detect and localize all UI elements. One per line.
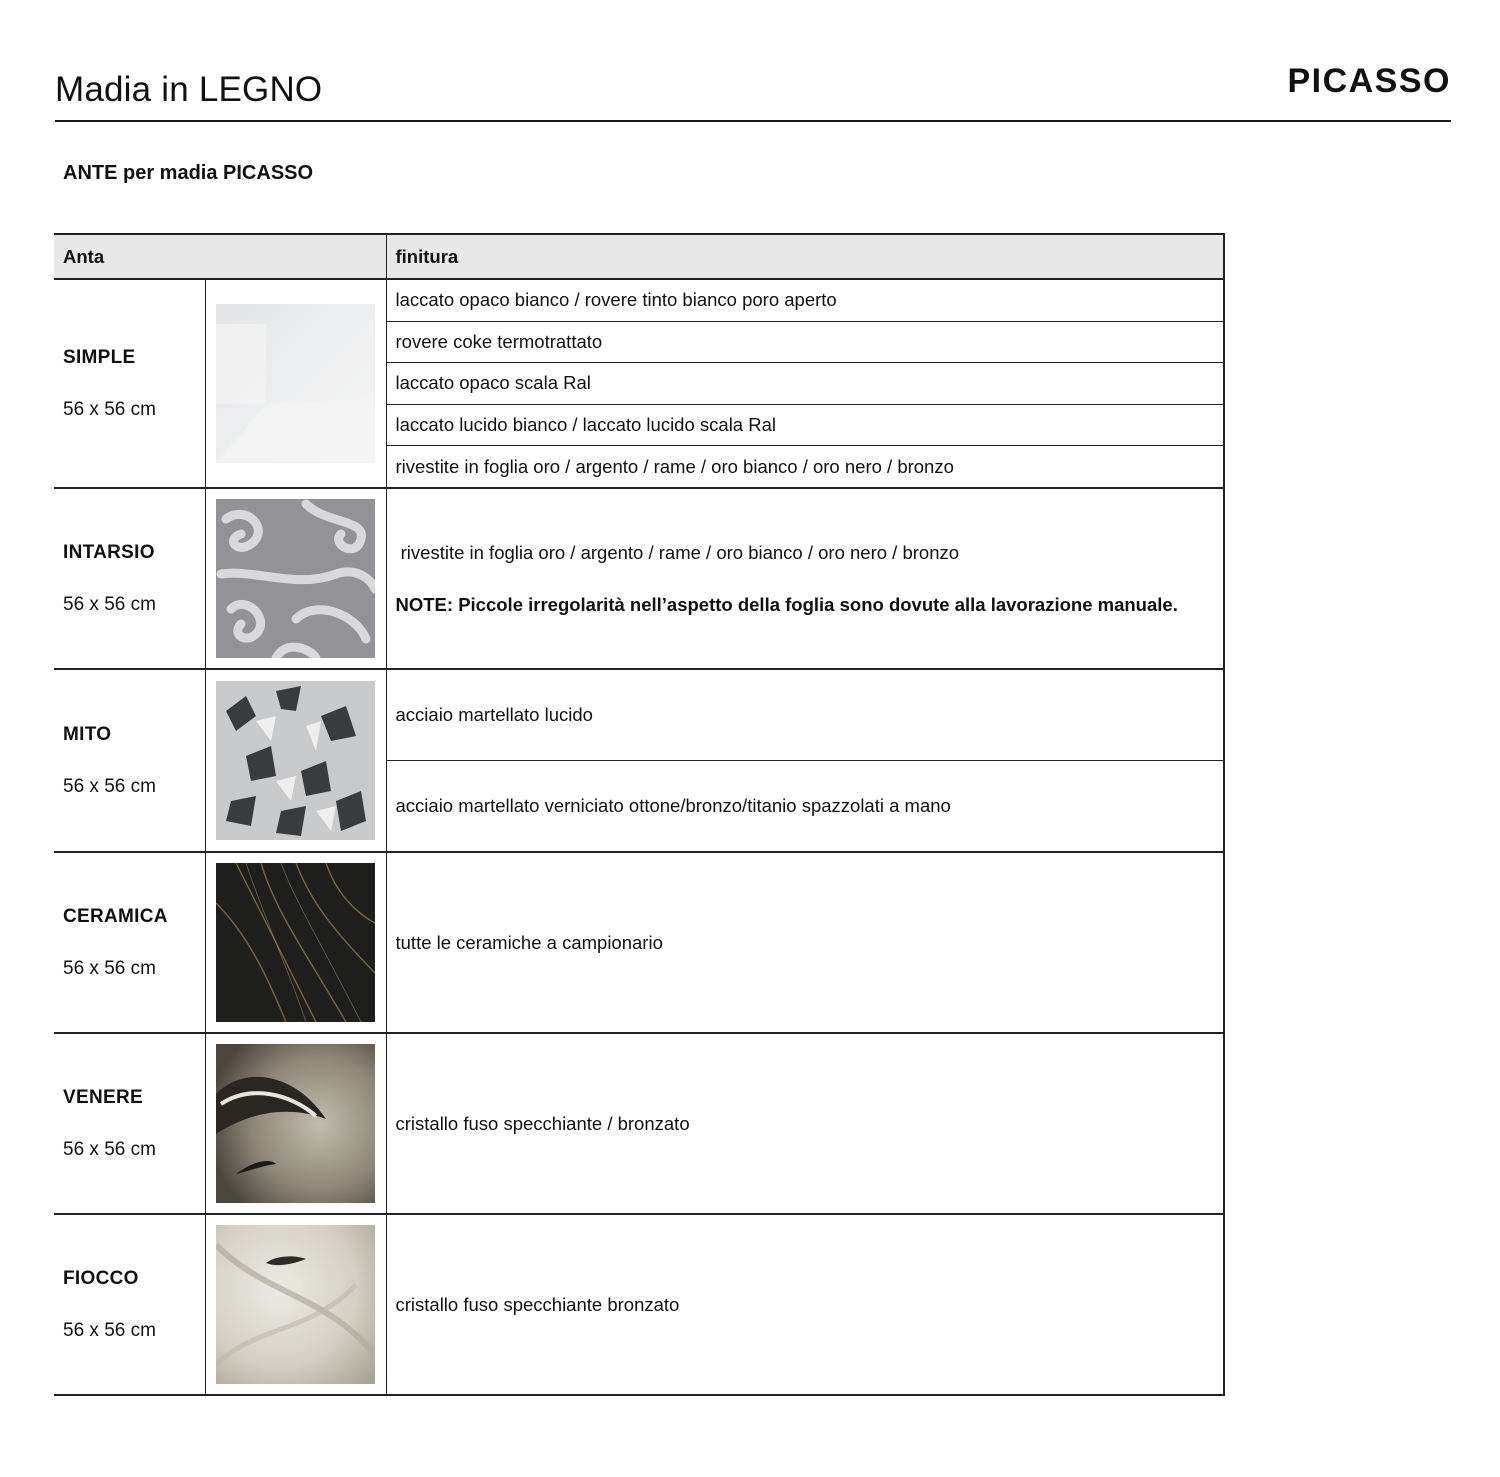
table-row [54, 279, 1224, 488]
header-anta: Anta [54, 234, 386, 279]
finish-cell [386, 1033, 1224, 1214]
finish-item: cristallo fuso specchiante / bronzato [395, 1112, 690, 1134]
fused-glass-bronze-swatch [216, 1225, 375, 1384]
table-row [54, 852, 1224, 1033]
product-name: SIMPLE [63, 346, 136, 368]
product-name: MITO [63, 723, 112, 745]
finish-note: NOTE: Piccole irregolarità nell’aspetto della foglia sono dovute alla lavorazione manuale. [395, 593, 1178, 615]
product-name: CERAMICA [63, 905, 168, 927]
product-name: VENERE [63, 1086, 143, 1108]
product-size: 56 x 56 cm [63, 775, 156, 797]
finish-item: laccato opaco bianco / rovere tinto bianco poro aperto [387, 280, 1224, 322]
product-cell [54, 279, 205, 488]
dark-marble-ceramic-swatch [216, 863, 375, 1022]
finish-item: rovere coke termotrattato [387, 322, 1224, 364]
finish-item: acciaio martellato verniciato ottone/bronzo/titanio spazzolati a mano [395, 795, 951, 816]
swatch-cell [205, 1033, 386, 1214]
hammered-steel-swatch [216, 681, 375, 840]
swatch-cell [205, 669, 386, 852]
product-cell [54, 1214, 205, 1395]
finish-cell [386, 669, 1224, 852]
finish-item: cristallo fuso specchiante bronzato [395, 1293, 680, 1315]
product-cell [54, 852, 205, 1033]
finish-item: laccato lucido bianco / laccato lucido scala Ral [387, 405, 1224, 447]
swatch-cell [205, 279, 386, 488]
finish-cell [386, 279, 1224, 488]
table-row [54, 1033, 1224, 1214]
finish-item: laccato opaco scala Ral [387, 363, 1224, 405]
finish-item-block [387, 542, 1224, 616]
finish-item: acciaio martellato lucido [387, 670, 1224, 761]
section-title: ANTE per madia PICASSO [63, 162, 314, 184]
finish-item: tutte le ceramiche a campionario [395, 931, 663, 953]
finish-cell [386, 488, 1224, 669]
table-row [54, 488, 1224, 669]
product-size: 56 x 56 cm [63, 957, 156, 979]
finish-cell [386, 852, 1224, 1033]
swatch-cell [205, 852, 386, 1033]
product-cell [54, 488, 205, 669]
fused-glass-mirror-swatch [216, 1044, 375, 1203]
product-size: 56 x 56 cm [63, 398, 156, 420]
table-row [54, 1214, 1224, 1395]
finish-item: rivestite in foglia oro / argento / rame / oro bianco / oro nero / bronzo [395, 455, 954, 477]
table-row [54, 669, 1224, 852]
finish-item: rivestite in foglia oro / argento / rame / oro bianco / oro nero / bronzo [395, 541, 960, 563]
product-size: 56 x 56 cm [63, 1319, 156, 1341]
finish-cell [386, 1214, 1224, 1395]
page-header [55, 60, 1451, 122]
header-finitura: finitura [386, 234, 1224, 279]
product-size: 56 x 56 cm [63, 1138, 156, 1160]
swatch-cell [205, 488, 386, 669]
silver-leaf-damask-swatch [216, 499, 375, 658]
brand-name: PICASSO [1287, 62, 1451, 100]
finish-table [54, 233, 1225, 1396]
product-cell [54, 1033, 205, 1214]
product-name: FIOCCO [63, 1267, 139, 1289]
table-header-row [54, 234, 1224, 279]
product-size: 56 x 56 cm [63, 593, 156, 615]
product-cell [54, 669, 205, 852]
swatch-cell [205, 1214, 386, 1395]
document-title: Madia in LEGNO [55, 70, 323, 109]
product-name: INTARSIO [63, 541, 155, 563]
white-lacquer-swatch [216, 304, 375, 463]
